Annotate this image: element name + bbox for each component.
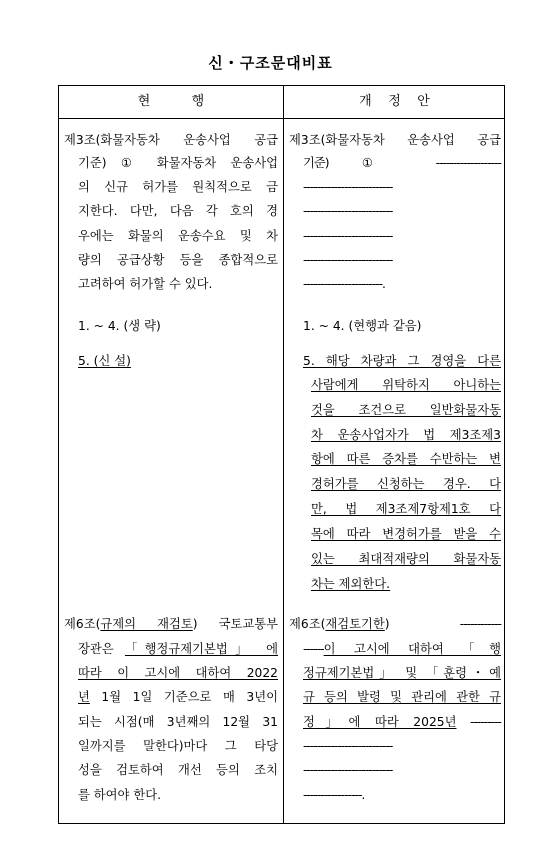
- revised-art6-line: 정규제기본법」 및 「훈령・예: [303, 666, 501, 680]
- revised-art6-line: ------이 고시에 대하여 「행: [303, 642, 501, 656]
- revised-art3-dashes: -----------------------.: [303, 277, 385, 291]
- current-art3-line: 지한다. 다만, 다음 각 호의 경: [78, 204, 278, 218]
- header-revised: 개 정 안: [359, 94, 430, 109]
- current-art6-line: 제6조(규제의 재검토) 국토교통부: [64, 617, 278, 631]
- current-art6-line: 따라 이 고시에 대하여 2022: [78, 666, 278, 680]
- revised-art3-dashes: --------------------------: [303, 180, 393, 194]
- revised-item-5-line: 목에 따라 변경허가를 받을 수: [311, 527, 501, 541]
- revised-items-1-4: 1. ~ 4. (현행과 같음): [303, 319, 422, 333]
- revised-art3-line: 제3조(화물자동차 운송사업 공급: [289, 133, 501, 147]
- column-divider: [283, 86, 284, 823]
- current-art3-line: 우에는 화물의 운송수요 및 차: [78, 229, 278, 243]
- header-divider: [59, 118, 504, 119]
- revised-item-5-line: 차 운송사업자가 법 제3조제3: [311, 428, 501, 442]
- current-art6-line: 를 하여야 한다.: [78, 788, 161, 802]
- current-art3-line: 기준) ① 화물자동차 운송사업: [78, 156, 278, 170]
- current-art6-line: 되는 시점(매 3년째의 12월 31: [78, 715, 278, 729]
- revised-art3-line: 기준) ① -------------------: [303, 156, 501, 170]
- comparison-table: [58, 85, 505, 824]
- current-art3-line: 량의 공급상황 등을 종합적으로: [78, 253, 278, 267]
- current-items-1-4: 1. ~ 4. (생 략): [78, 319, 161, 333]
- revised-art3-dashes: --------------------------: [303, 253, 393, 267]
- revised-item-5-line: 사람에게 위탁하지 아니하는: [311, 378, 501, 392]
- current-art6-line: 장관은 「행정규제기본법」 에: [78, 642, 278, 656]
- current-item-5: 5. (신 설): [78, 354, 131, 368]
- header-current: 현 행: [137, 94, 205, 109]
- revised-art6-line: 정」에 따라 2025년 ---------: [303, 715, 501, 729]
- revised-item-5-line: 만, 법 제3조제7항제1호 다: [311, 502, 501, 516]
- revised-art6-dashes: -----------------.: [303, 788, 365, 802]
- revised-item-5-line: 차는 제외한다.: [311, 577, 391, 591]
- revised-item-5-line: 있는 최대적재량의 화물자동: [311, 552, 501, 566]
- current-art3-line: 의 신규 허가를 원칙적으로 금: [78, 180, 278, 194]
- current-art3-line: 고려하여 허가할 수 있다.: [78, 277, 213, 291]
- revised-item-5-line: 것을 조건으로 일반화물자동: [311, 403, 501, 417]
- revised-art6-line: 규 등의 발령 및 관리에 관한 규: [303, 690, 501, 704]
- revised-art6-dashes: --------------------------: [303, 763, 393, 777]
- revised-art6-dashes: --------------------------: [303, 739, 393, 753]
- revised-art3-dashes: --------------------------: [303, 229, 393, 243]
- revised-item-5-line: 항에 따른 증차를 수반하는 변: [311, 452, 501, 466]
- current-art6-line: 일까지를 말한다)마다 그 타당: [78, 739, 278, 753]
- revised-item-5-line: 5. 해당 차량과 그 경영을 다른: [303, 354, 501, 368]
- current-art6-line: 성을 검토하여 개선 등의 조치: [78, 763, 278, 777]
- current-art3-line: 제3조(화물자동차 운송사업 공급: [64, 133, 278, 147]
- revised-art6-line: 제6조(재검토기한) ------------: [289, 617, 501, 631]
- revised-art3-dashes: --------------------------: [303, 204, 393, 218]
- revised-item-5-line: 경허가를 신청하는 경우. 다: [311, 477, 501, 491]
- current-art6-line: 년 1월 1일 기준으로 매 3년이: [78, 690, 278, 704]
- page-title: 신・구조문대비표: [208, 54, 333, 72]
